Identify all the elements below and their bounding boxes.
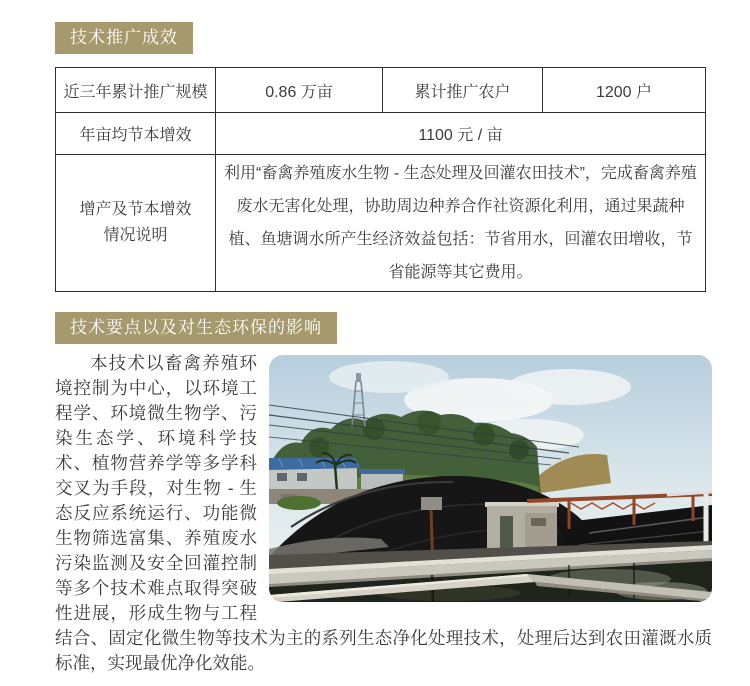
section2-header [55, 312, 337, 344]
promotion-effect-table [55, 67, 706, 292]
promo-households-value: 1200 户 [543, 68, 706, 113]
table-row [56, 113, 706, 155]
technical-points-paragraph: 本技术以畜禽养殖环境控制为中心，以环境工程学、环境微生物学、污染生态学、环境科学技术、植物营养学等多学科交叉为手段，对生物 - 生态反应系统运行、功能微生物筛选富集、养殖废水污染监测及安全回灌控制等多个技术难点取得突破性进展，形成生物与工程结合、固定化微生物等技术为主的系列生态净化处理技术，处理后达到农田灌溉水质标准，实现最优净化效能。 [55, 353, 712, 673]
table-row [56, 155, 706, 292]
technical-points-section [55, 351, 712, 676]
benefit-description-label-line1: 增产及节本增效 [79, 201, 192, 218]
table-row [56, 68, 706, 113]
promo-households-label: 累计推广农户 [383, 68, 543, 113]
benefit-per-mu-label: 年亩均节本增效 [56, 113, 216, 155]
benefit-description-text: 利用“畜禽养殖废水生物 - 生态处理及回灌农田技术”，完成畜禽养殖废水无害化处理，协助周边种养合作社资源化利用，通过果蔬种植、鱼塘调水所产生经济效益包括：节省用水，回灌农田增收，节省能源等其它费用。 [216, 155, 706, 292]
section1-header [55, 22, 193, 54]
promo-scale-label: 近三年累计推广规模 [56, 68, 216, 113]
facility-photo-illustration [269, 355, 712, 602]
benefit-per-mu-value: 1100 元 / 亩 [216, 113, 706, 155]
promo-scale-value: 0.86 万亩 [216, 68, 383, 113]
benefit-description-label-line2: 情况说明 [103, 227, 168, 244]
wastewater-facility-photo [269, 355, 712, 602]
section2-header-label: 技术要点以及对生态环保的影响 [70, 318, 322, 337]
section1-header-label: 技术推广成效 [70, 28, 178, 47]
benefit-description-label [56, 155, 216, 292]
